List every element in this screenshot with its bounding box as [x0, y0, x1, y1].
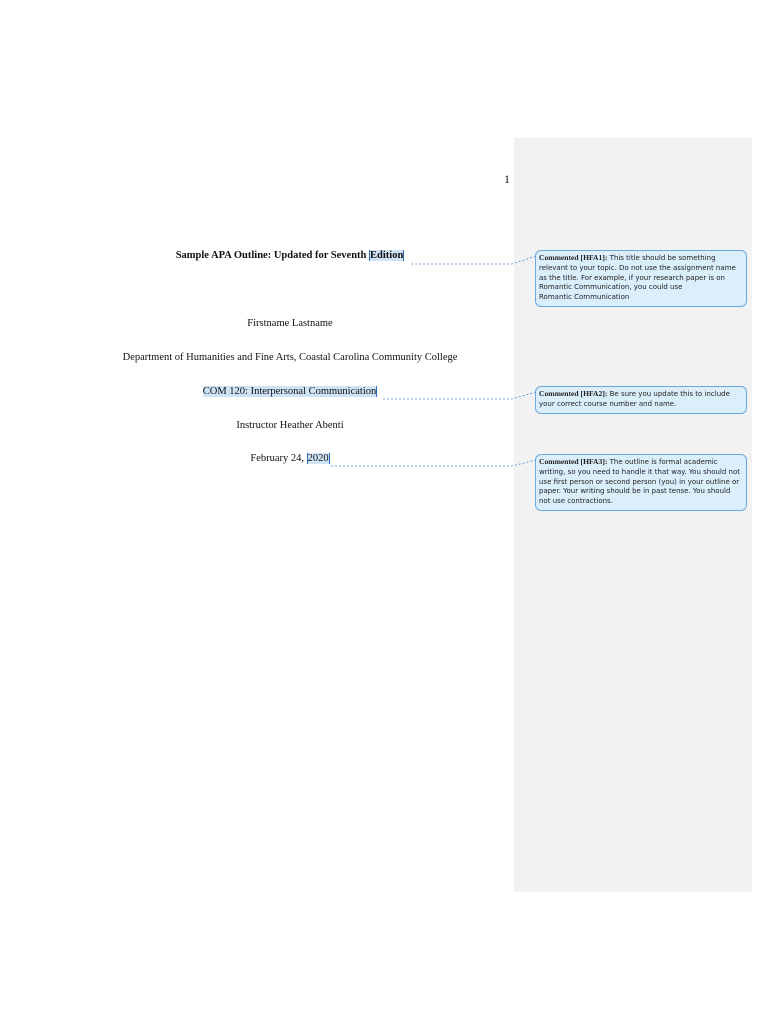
- date-commented-text[interactable]: 2020: [307, 453, 329, 464]
- comment-text: Be sure you update this to include your correct course number and name.: [539, 390, 730, 408]
- comment-balloon-3[interactable]: [535, 454, 747, 511]
- course-line[interactable]: [60, 386, 520, 397]
- comment-balloon-2[interactable]: [535, 386, 747, 414]
- comment-label: Commented [HFA2]:: [539, 389, 608, 398]
- paper-title[interactable]: [60, 250, 520, 261]
- author-name[interactable]: Firstname Lastname: [247, 318, 333, 329]
- comment-text-extra: Romantic Communication: [539, 293, 630, 302]
- comment-label: Commented [HFA1]:: [539, 253, 608, 262]
- date-text: February 24,: [250, 453, 307, 464]
- comment-balloon-1[interactable]: [535, 250, 747, 307]
- instructor-name[interactable]: Instructor Heather Abenti: [236, 420, 344, 431]
- comment-text: This title should be something relevant to your topic. Do not use the assignment name as the title. For example, if your research paper is on Romantic Communication, you could use: [539, 254, 736, 292]
- course-commented-text[interactable]: COM 120: Interpersonal Communication: [202, 386, 377, 397]
- comment-label: Commented [HFA3]:: [539, 457, 608, 466]
- date-line[interactable]: [60, 453, 520, 464]
- page-number: 1: [504, 172, 510, 186]
- title-commented-text[interactable]: Edition: [370, 250, 404, 261]
- department-affiliation[interactable]: Department of Humanities and Fine Arts, Coastal Carolina Community College: [122, 352, 458, 363]
- comment-text: The outline is formal academic writing, so you need to handle it that way. You should not use first person or second person (you) in your outline or paper. Your writing should be in past tense. You should not use contractions.: [539, 458, 740, 506]
- title-text: Sample APA Outline: Updated for Seventh: [175, 250, 370, 261]
